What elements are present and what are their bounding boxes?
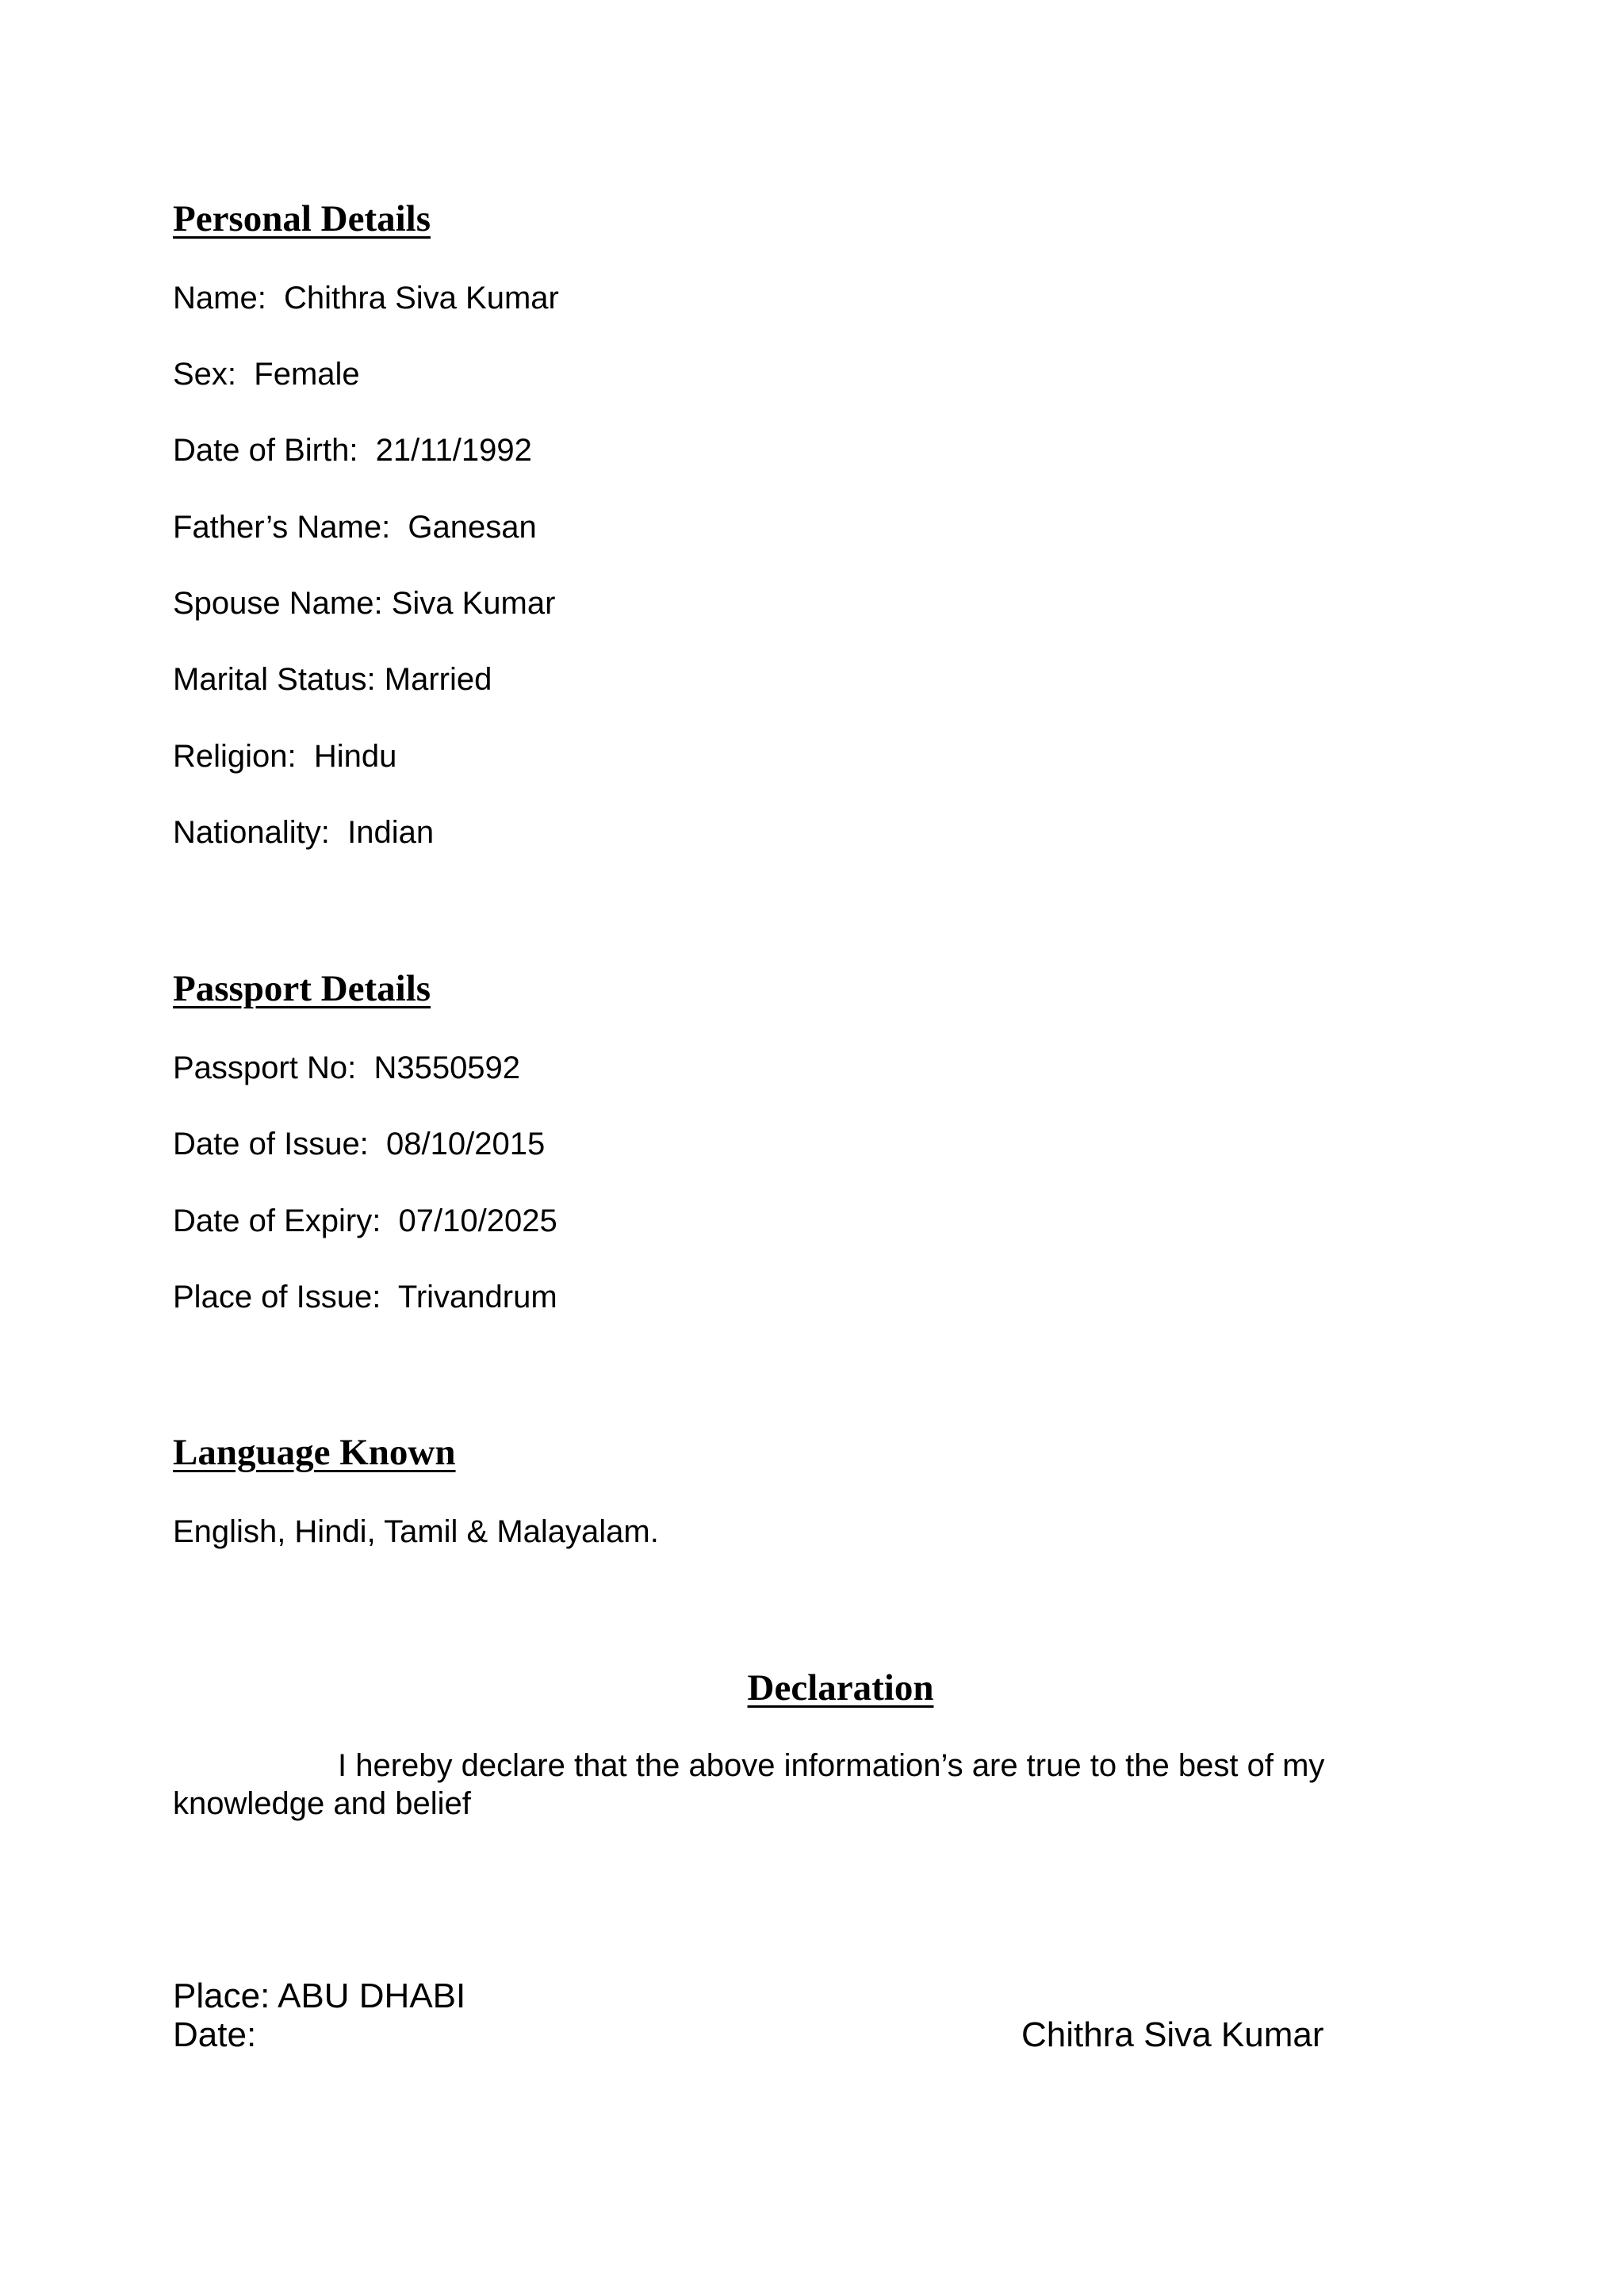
nationality-field: Nationality: Indian [173,815,435,850]
language-list: English, Hindi, Tamil & Malayalam. [173,1514,659,1549]
personal-details-heading: Personal Details [173,198,431,239]
father-name-field: Father’s Name: Ganesan [173,510,537,545]
sex-field: Sex: Female [173,357,360,392]
declaration-heading: Declaration [747,1667,934,1709]
marital-status-field: Marital Status: Married [173,662,492,697]
spouse-name-field: Spouse Name: Siva Kumar [173,586,556,621]
signature-name: Chithra Siva Kumar [1021,2015,1324,2054]
date-of-birth-field: Date of Birth: 21/11/1992 [173,433,532,468]
passport-details-heading: Passport Details [173,968,431,1009]
name-field: Name: Chithra Siva Kumar [173,281,559,316]
passport-number-field: Passport No: N3550592 [173,1050,521,1085]
date-field: Date: [173,2015,257,2054]
religion-field: Religion: Hindu [173,739,397,774]
date-of-issue-field: Date of Issue: 08/10/2015 [173,1127,546,1161]
place-field: Place: ABU DHABI [173,1976,466,2015]
declaration-text: I hereby declare that the above information’s are true to the best of my knowledge and belief [173,1748,1325,1821]
place-of-issue-field: Place of Issue: Trivandrum [173,1280,557,1314]
language-known-heading: Language Known [173,1432,456,1473]
date-of-expiry-field: Date of Expiry: 07/10/2025 [173,1203,557,1238]
